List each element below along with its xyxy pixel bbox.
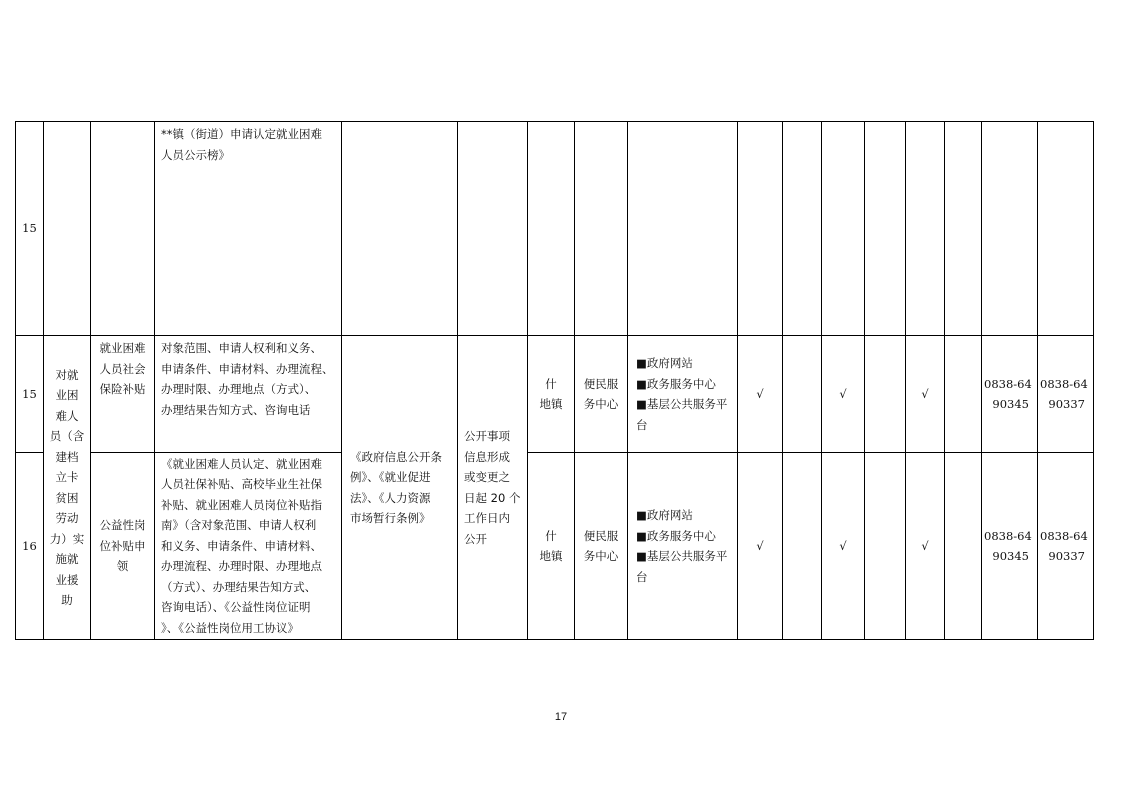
channels-cell: ■政府网站 ■政务服务中心 ■基层公共服务平 台 [628,453,738,640]
service-center-cell: 便民服 务中心 [575,453,628,640]
row-number: 15 [16,336,44,453]
table-row [16,336,1094,453]
check-mark [783,453,822,640]
check-mark: √ [906,336,945,453]
legal-basis-cell: 《政府信息公开条 例》、《就业促进 法》、《人力资源 市场暂行条例》 [342,336,458,640]
check-mark [783,336,822,453]
phone-cell: 0838-64 90345 [982,336,1038,453]
content-cell: 对象范围、申请人权利和义务、 申请条件、申请材料、办理流程、 办理时限、办理地点（方式）、 办理结果告知方式、咨询电话 [155,336,342,453]
item-cell: 就业困难 人员社会 保险补贴 [91,336,155,453]
table-row [16,453,1094,640]
check-mark [945,453,982,640]
content-cell: **镇（街道）申请认定就业困难 人员公示榜》 [155,122,342,336]
check-mark [865,453,906,640]
phone-cell: 0838-64 90337 [1038,336,1094,453]
check-mark: √ [738,453,783,640]
check-mark: √ [906,453,945,640]
category-cell: 对就 业困 难人 员（含 建档 立卡 贫困 劳动 力）实 施就 业援 助 [44,336,91,640]
channels-cell: ■政府网站 ■政务服务中心 ■基层公共服务平 台 [628,336,738,453]
check-mark: √ [822,336,865,453]
service-center-cell: 便民服 务中心 [575,336,628,453]
subject-cell: 什 地镇 [528,453,575,640]
item-cell [91,122,155,336]
phone-cell: 0838-64 90345 [982,453,1038,640]
row-number: 16 [16,453,44,640]
table-row [16,122,1094,336]
phone-cell: 0838-64 90337 [1038,453,1094,640]
check-mark: √ [822,453,865,640]
category-cell [44,122,91,336]
item-cell: 公益性岗 位补贴申 领 [91,453,155,640]
check-mark [865,336,906,453]
disclosure-table [15,121,1094,640]
check-mark: √ [738,336,783,453]
check-mark [945,336,982,453]
disclosure-time-cell: 公开事项 信息形成 或变更之 日起 20 个 工作日内 公开 [458,336,528,640]
content-cell: 《就业困难人员认定、就业困难 人员社保补贴、高校毕业生社保 补贴、就业困难人员岗位补贴指 南》（含对象范围、申请人权利 和义务、申请条件、申请材料、 办理流程、办理时限、办理地点 （方式）、办理结果告知方式、 咨询电话）、《公益性岗位证明 》、《公益性岗位用工协议》 [155,453,342,640]
page-number: 17 [554,711,568,723]
subject-cell: 什 地镇 [528,336,575,453]
row-number: 15 [16,122,44,336]
